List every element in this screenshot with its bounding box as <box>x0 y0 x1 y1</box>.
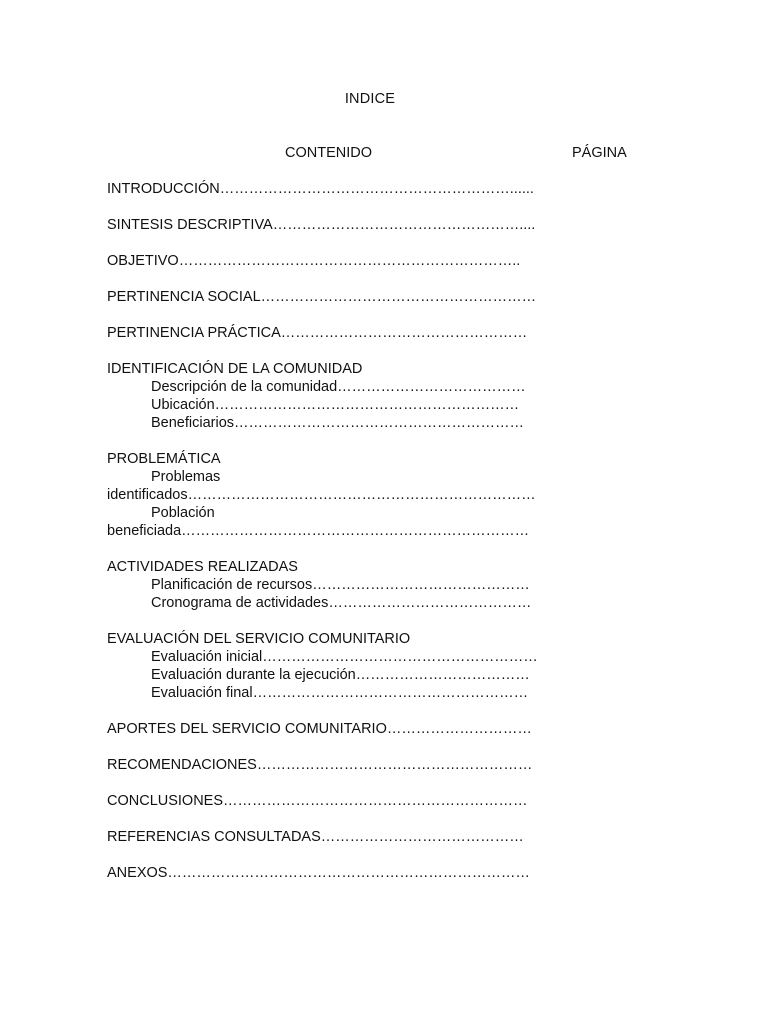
toc-spacer <box>107 612 577 630</box>
toc-spacer <box>107 738 577 756</box>
toc-spacer <box>107 234 577 252</box>
toc-spacer <box>107 774 577 792</box>
toc-entry: APORTES DEL SERVICIO COMUNITARIO………………………… <box>107 721 532 737</box>
toc-spacer <box>107 810 577 828</box>
toc-entry: identificados……………………………………………………………… <box>107 487 536 503</box>
content-column-header: CONTENIDO <box>285 145 372 161</box>
toc-subentry: Evaluación durante la ejecución……………………………… <box>151 667 530 683</box>
toc-entry: IDENTIFICACIÓN DE LA COMUNIDAD <box>107 361 363 377</box>
toc-entry: beneficiada……………………………………………………………… <box>107 523 530 539</box>
toc-entry: OBJETIVO…………………………………………………………….. <box>107 253 521 269</box>
page-column-header: PÁGINA <box>572 145 627 161</box>
toc-entry: CONCLUSIONES……………………………………………………… <box>107 793 528 809</box>
toc-spacer <box>107 198 577 216</box>
toc-entry: EVALUACIÓN DEL SERVICIO COMUNITARIO <box>107 631 411 647</box>
toc-entry: PERTINENCIA PRÁCTICA…………………………………………… <box>107 325 528 341</box>
toc-subentry: Descripción de la comunidad………………………………… <box>151 379 526 395</box>
toc-subentry: Cronograma de actividades…………………………………… <box>151 595 532 611</box>
toc-spacer <box>107 270 577 288</box>
toc-entry: ANEXOS………………………………………………………………… <box>107 865 530 881</box>
toc-spacer <box>107 342 577 360</box>
toc-spacer <box>107 432 577 450</box>
toc-subentry: Problemas <box>151 469 221 485</box>
toc-entry: PERTINENCIA SOCIAL………………………………………………… <box>107 289 537 305</box>
toc-spacer <box>107 540 577 558</box>
table-of-contents <box>107 180 577 882</box>
toc-spacer <box>107 846 577 864</box>
toc-subentry: Beneficiarios…………………………………………………… <box>151 415 525 431</box>
toc-subentry: Evaluación final………………………………………………… <box>151 685 529 701</box>
toc-spacer <box>107 306 577 324</box>
toc-subentry: Evaluación inicial………………………………………………… <box>151 649 538 665</box>
toc-entry: ACTIVIDADES REALIZADAS <box>107 559 298 575</box>
toc-subentry: Población <box>151 505 215 521</box>
page-title: INDICE <box>344 91 396 107</box>
toc-entry: INTRODUCCIÓN……………………………………………………...... <box>107 181 534 197</box>
toc-entry: PROBLEMÁTICA <box>107 451 221 467</box>
toc-entry: RECOMENDACIONES………………………………………………… <box>107 757 533 773</box>
toc-entry: REFERENCIAS CONSULTADAS…………………………………… <box>107 829 524 845</box>
toc-subentry: Ubicación……………………………………………………… <box>151 397 520 413</box>
toc-subentry: Planificación de recursos……………………………………… <box>151 577 530 593</box>
toc-spacer <box>107 702 577 720</box>
toc-entry: SINTESIS DESCRIPTIVA…………………………………………….... <box>107 217 536 233</box>
